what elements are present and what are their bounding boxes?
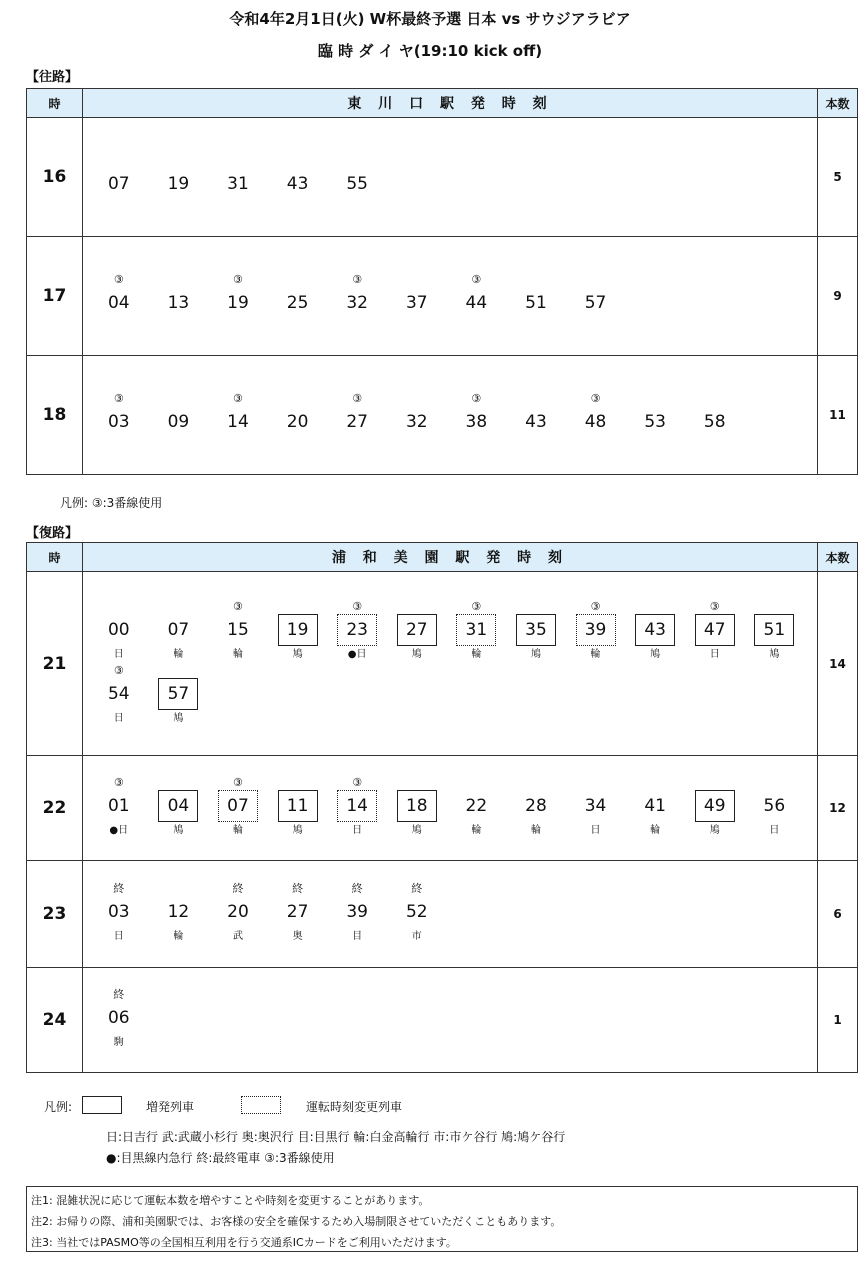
departure [387,882,447,946]
notes-box [26,1186,858,1252]
departure [387,776,447,840]
departure [208,392,268,438]
departure-minute: 43 [525,412,547,432]
departure-minute: 34 [584,796,607,816]
hour-cell: 22 [27,756,83,861]
departure-destination: 日 [590,825,601,836]
departure [89,154,149,200]
departure [566,273,626,319]
departure-minute: 48 [584,412,607,432]
hour-row [27,756,858,861]
departure-minute: 39 [346,902,368,922]
departure [149,154,209,200]
hour-header: 時 [27,543,83,572]
departure [447,392,507,438]
departure-minute: 31 [227,174,249,194]
note-2: 注2: お帰りの際、浦和美園駅では、お客様の安全を確保するため入場制限させていただくこともあります。 [31,1215,562,1228]
times-cell [83,356,818,475]
departure [89,882,149,946]
departure-destination: 輪 [590,648,601,660]
departure [89,392,149,438]
times-cell [83,861,818,968]
departure [506,273,566,319]
departure-minute: 25 [286,293,309,313]
departure [89,600,149,664]
departure-minute: 14 [227,412,249,432]
departure-minute: 55 [346,174,368,194]
departure-destination: 鳩 [650,648,661,660]
departure-minute: 43 [286,174,309,194]
departure-destination: ●日 [347,648,367,660]
departure [89,664,149,728]
note-1: 注1: 混雑状況に応じて運転本数を増やすことや時刻を変更することがあります。 [31,1194,430,1207]
departure [447,776,507,840]
train-count: 5 [818,118,858,237]
departure-mark: 終 [292,882,304,895]
departure [625,776,685,840]
departure [387,392,447,438]
departure-destination: 日 [113,712,124,724]
hour-cell: 21 [27,572,83,756]
departure-destination: 鳩 [292,825,303,836]
legend-prefix: 凡例: [44,1100,73,1114]
departure-destination: 輪 [471,825,482,836]
departure-destination: 鳩 [709,825,720,836]
departure [327,392,387,438]
departure-mark: ③ [352,392,363,405]
departure-mark: ③ [113,776,124,789]
departure-mark: 終 [351,882,363,895]
departure-destination: 輪 [650,825,661,836]
departure-mark: ③ [471,599,482,613]
departure-minute: 53 [644,412,666,432]
times-cell [83,237,818,356]
departure-minute: 04 [158,790,198,822]
departure-minute: 27 [346,412,368,432]
departure-minute: 12 [167,902,190,922]
departure [566,776,626,840]
page-title: 令和4年2月1日(火) W杯最終予選 日本 vs サウジアラビア [229,10,631,28]
departure-minute: 20 [286,412,309,432]
departure-minute: 32 [346,293,368,313]
departure [327,600,387,664]
departure-mark: ③ [352,776,363,789]
times-cell [83,968,818,1073]
departure-mark: ③ [113,392,124,405]
departure-minute: 57 [584,293,607,313]
departure-destination: 輪 [471,648,482,660]
departure [387,600,447,664]
departure-minute: 49 [695,790,735,822]
departure [566,600,626,664]
departure-mark: 終 [113,988,125,1001]
hour-cell: 17 [27,237,83,356]
times-cell [83,756,818,861]
departure-mark: ③ [233,273,243,286]
departure [745,776,805,840]
departure-minute: 07 [167,619,190,640]
departure [327,154,387,200]
departure [149,882,209,946]
count-header: 本数 [818,543,858,572]
departure-minute: 27 [286,902,309,922]
departure-minute: 58 [703,412,726,432]
departure-destination: 日 [709,648,720,660]
departure-mark: ③ [113,273,124,286]
departure-mark: ③ [352,273,363,286]
departure [149,600,209,664]
departure-minute: 22 [465,796,488,816]
departure-mark: ③ [233,776,243,789]
departure [149,273,209,319]
departure-destination: 市 [411,931,422,942]
departure-minute: 13 [167,293,190,313]
departure [625,392,685,438]
departure-minute: 37 [405,293,428,313]
hour-cell: 16 [27,118,83,237]
departure [745,600,805,664]
departure-destination: 目 [352,931,363,942]
train-count: 11 [818,356,858,475]
departure [89,273,149,319]
departure-minute: 11 [278,790,318,822]
departure [327,776,387,840]
departure-minute: 03 [107,902,130,922]
times-cell [83,118,818,237]
departure-destination: 鳩 [411,648,422,660]
departure-minute: 44 [465,293,488,313]
departure-destination: 鳩 [769,648,780,660]
hour-row [27,118,858,237]
departure [566,392,626,438]
departure [506,600,566,664]
departure [149,664,209,728]
departure-destination: 日 [113,931,124,942]
departure-minute: 52 [405,902,428,922]
departure-minute: 41 [644,796,666,816]
departure-mark: ③ [233,392,243,405]
departure [268,600,328,664]
hour-cell: 23 [27,861,83,968]
departure-minute: 38 [465,412,488,432]
departure-destination: 輪 [173,648,184,660]
departure-destination: 輪 [173,931,184,942]
departure-minute: 51 [525,293,547,313]
hour-row [27,968,858,1073]
departure [208,273,268,319]
departure-destination: 日 [352,825,363,836]
departure-minute: 56 [763,796,786,816]
departure-mark: ③ [709,599,720,613]
departure-minute: 09 [167,412,190,432]
departure-minute: 14 [337,790,377,822]
departure [327,882,387,946]
departure-mark: 終 [232,882,244,895]
departure-minute: 39 [576,614,616,646]
extra-train-swatch [82,1096,122,1114]
departure [625,600,685,664]
departure [685,776,745,840]
departure [447,600,507,664]
departure-minute: 06 [107,1008,130,1028]
changed-train-swatch [241,1096,281,1114]
departure-mark: ③ [471,273,482,286]
departure [387,273,447,319]
departure [685,392,745,438]
departure-mark: ③ [471,392,482,405]
departure-minute: 07 [218,790,258,822]
departure-destination: 輪 [232,648,243,660]
train-count: 12 [818,756,858,861]
departure-mark: ③ [352,599,363,613]
departure-mark: ③ [113,663,124,677]
departure-minute: 27 [397,614,437,646]
departure-destination: 鳩 [411,825,422,836]
departure [506,776,566,840]
departure-destination: 輪 [530,825,541,836]
departure [506,392,566,438]
departure-minute: 19 [167,174,190,194]
return-label: 【復路】 [26,526,79,541]
hour-header: 時 [27,89,83,118]
departure [268,776,328,840]
destination-legend: 日:日吉行 武:武蔵小杉行 奥:奥沢行 目:目黒行 輪:白金高輪行 市:市ケ谷行 鳩:鳩ケ谷行 [106,1130,566,1144]
departure-mark: ③ [590,392,601,405]
count-header: 本数 [818,89,858,118]
departure [149,776,209,840]
note-3: 注3: 当社ではPASMO等の全国相互利用を行う交通系ICカードをご利用いただけます。 [31,1236,457,1249]
departure-mark: 終 [113,882,125,895]
departure-destination: 鳩 [173,712,184,724]
departure-destination: 鳩 [173,825,184,836]
departure-minute: 04 [107,293,130,313]
departure-minute: 07 [107,174,130,194]
departure-minute: 18 [397,790,437,822]
hour-row [27,572,858,756]
departure-destination: 鳩 [530,648,541,660]
station-header: 浦 和 美 園 駅 発 時 刻 [83,543,818,572]
return-timetable [26,542,858,1073]
outbound-label: 【往路】 [26,70,79,85]
departure [327,273,387,319]
departure-destination: 日 [113,648,124,660]
departure-minute: 47 [695,614,735,646]
departure-minute: 20 [227,902,249,922]
departure [89,776,149,840]
departure-minute: 35 [516,614,556,646]
train-count: 6 [818,861,858,968]
departure [447,273,507,319]
departure [268,273,328,319]
changed-train-label: 運転時刻変更列車 [306,1100,403,1114]
departure-mark: ③ [233,599,243,613]
departure-destination: 武 [232,931,243,942]
departure-minute: 43 [635,614,675,646]
outbound-timetable [26,88,858,475]
train-count: 1 [818,968,858,1073]
hour-row [27,237,858,356]
departure-minute: 57 [158,678,198,710]
train-count: 14 [818,572,858,756]
departure-minute: 31 [456,614,496,646]
hour-row [27,356,858,475]
hour-cell: 24 [27,968,83,1073]
departure [208,600,268,664]
departure-destination: ●日 [109,825,129,836]
departure-destination: 駒 [113,1037,124,1048]
outbound-legend: 凡例: ③:3番線使用 [60,496,163,510]
departure-minute: 01 [107,796,130,816]
symbol-legend: ●:目黒線内急行 終:最終電車 ③:3番線使用 [106,1151,335,1165]
hour-cell: 18 [27,356,83,475]
departure-mark: ③ [590,599,601,613]
departure-destination: 日 [769,825,780,836]
departure [208,882,268,946]
departure-minute: 23 [337,614,377,646]
departure-minute: 51 [754,614,794,646]
departure-minute: 19 [278,614,318,646]
departure [208,776,268,840]
departure [149,392,209,438]
departure-minute: 54 [107,683,130,704]
times-cell [83,572,818,756]
departure-minute: 15 [227,619,249,640]
train-count: 9 [818,237,858,356]
extra-train-label: 増発列車 [146,1100,195,1114]
page-subtitle: 臨 時 ダ イ ヤ(19:10 kick off) [317,42,543,60]
departure-mark: 終 [411,882,423,895]
hour-row [27,861,858,968]
departure-minute: 03 [107,412,130,432]
departure-destination: 輪 [232,825,243,836]
departure [89,988,149,1052]
departure-minute: 28 [525,796,547,816]
departure-minute: 00 [107,619,130,640]
departure-destination: 奥 [292,931,303,942]
departure-minute: 19 [227,293,249,313]
departure [268,154,328,200]
departure [268,392,328,438]
departure [208,154,268,200]
departure-destination: 鳩 [292,648,303,660]
departure [268,882,328,946]
departure-minute: 32 [405,412,428,432]
station-header: 東 川 口 駅 発 時 刻 [83,89,818,118]
departure [685,600,745,664]
